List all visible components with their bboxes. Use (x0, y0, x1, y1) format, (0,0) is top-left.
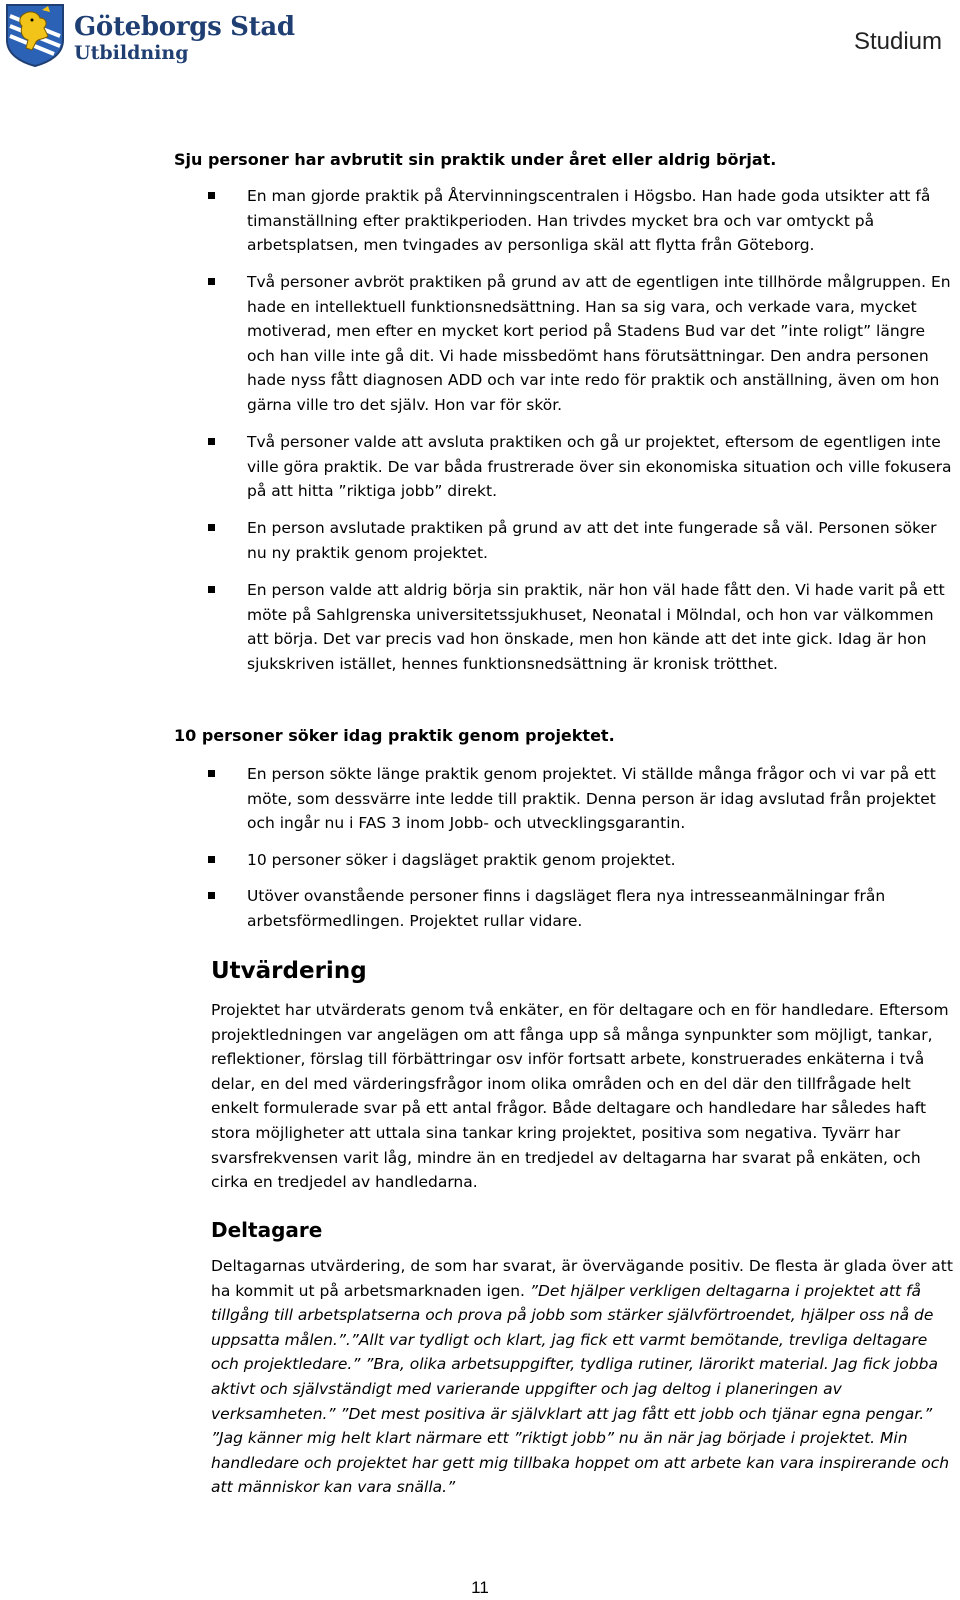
deltagare-intro: Deltagarnas utvärdering, de som har svarat, är övervägande positiv. De flesta är glada över att ha kommit ut på arbetsmarknaden igen. (211, 1257, 953, 1300)
org-name: Göteborgs Stad (74, 12, 295, 42)
list-item: 10 personer söker i dagsläget praktik genom projektet. (212, 848, 957, 873)
lion-crest-icon (4, 2, 66, 68)
bullet-icon (208, 770, 215, 777)
document-title: Studium (853, 28, 942, 55)
section-heading-dropouts: Sju personer har avbrutit sin praktik under året eller aldrig börjat. (174, 150, 777, 169)
bullet-icon (208, 278, 215, 285)
heading-deltagare: Deltagare (211, 1218, 323, 1242)
city-crest-logo (4, 2, 66, 68)
list-item: Utöver ovanstående personer finns i dagsläget flera nya intresseanmälningar från arbetsförmedlingen. Projektet rullar vidare. (212, 884, 957, 933)
list-item: En person valde att aldrig börja sin praktik, när hon väl hade fått den. Vi hade varit på ett möte på Sahlgrenska universitetssjukhuset, Neonatal i Mölndal, och hon var välkommen att börja. Det var precis vad hon önskade, men hon kände att det inte gick. Idag är hon sjukskriven istället, hennes funktionsnedsättning är kronisk trötthet. (212, 578, 957, 676)
bullet-icon (208, 438, 215, 445)
deltagare-quotes: ”Det hjälper verkligen deltagarna i projektet att få tillgång till arbetsplatserna och prova på jobb som stärker självförtroendet, hjälper oss nå de uppsatta målen.”.”Allt var tydligt och klart, jag fick ett varmt bemötande, trevliga deltagare och projektledare.” ”Bra, olika arbetsuppgifter, tydliga rutiner, lärorikt material. Jag fick jobba aktivt och självständigt med varierande uppgifter och jag deltog i planeringen av verksamheten.” ”Det mest positiva är självklart att jag fått ett jobb och tjänar egna pengar.” ”Jag känner mig helt klart närmare ett ”riktigt jobb” nu än när jag började i projektet. Min handledare och projektet har gett mig tillbaka hoppet om att arbete kan vara inspirerande och att människor kan vara snälla.” (211, 1281, 950, 1497)
page-number: 11 (471, 1578, 489, 1597)
page-header (0, 0, 960, 80)
bullet-icon (208, 856, 215, 863)
paragraph-deltagare (211, 1254, 959, 1500)
bullet-icon (208, 192, 215, 199)
bullet-icon (208, 586, 215, 593)
list-item: En person avslutade praktiken på grund av att det inte fungerade så väl. Personen söker nu ny praktik genom projektet. (212, 516, 957, 565)
section-heading-seeking: 10 personer söker idag praktik genom projektet. (174, 726, 615, 745)
logo-wordmark (74, 12, 295, 64)
list-item: En man gjorde praktik på Återvinningscentralen i Högsbo. Han hade goda utsikter att få timanställning efter praktikperioden. Han trivdes mycket bra och var omtyckt på arbetsplatsen, men tvingades av personliga skäl att flytta från Göteborg. (212, 184, 957, 258)
list-item: Två personer valde att avsluta praktiken och gå ur projektet, eftersom de egentligen inte ville göra praktik. De var båda frustrerade över sin ekonomiska situation och ville fokusera på att hitta ”riktiga jobb” direkt. (212, 430, 957, 504)
bullet-icon (208, 524, 215, 531)
heading-utvardering: Utvärdering (211, 958, 367, 984)
bullet-icon (208, 892, 215, 899)
paragraph-utvardering: Projektet har utvärderats genom två enkäter, en för deltagare och en för handledare. Eftersom projektledningen var angelägen om att fånga upp så många synpunkter som möjligt, tankar, reflektioner, förslag till förbättringar osv inför fortsatt arbete, konstruerades enkäterna i två delar, en del med värderingsfrågor inom olika områden och en del där den tillfrågade helt enkelt formulerade svar på ett antal frågor. Både deltagare och handledare har således haft stora möjligheter att uttala sina tankar kring projektet, positiva som negativa. Tyvärr har svarsfrekvensen varit låg, mindre än en tredjedel av deltagarna har svarat på enkäten, och cirka en tredjedel av handledarna. (211, 1001, 949, 1192)
list-item: En person sökte länge praktik genom projektet. Vi ställde många frågor och vi var på ett möte, som dessvärre inte ledde till praktik. Denna person är idag avslutad från projektet och ingår nu i FAS 3 inom Jobb- och utvecklingsgarantin. (212, 762, 957, 836)
list-item: Två personer avbröt praktiken på grund av att de egentligen inte tillhörde målgruppen. En hade en intellektuell funktionsnedsättning. Han sa sig vara, och verkade vara, mycket motiverad, men efter en mycket kort period på Stadens Bud var det ”inte roligt” längre och han ville inte gå dit. Vi hade missbedömt hans förutsättningar. Den andra personen hade nyss fått diagnosen ADD och var inte redo för praktik och anställning, även om hon gärna ville tro det själv. Hon var för skör. (212, 270, 957, 418)
org-subtitle: Utbildning (74, 42, 189, 64)
